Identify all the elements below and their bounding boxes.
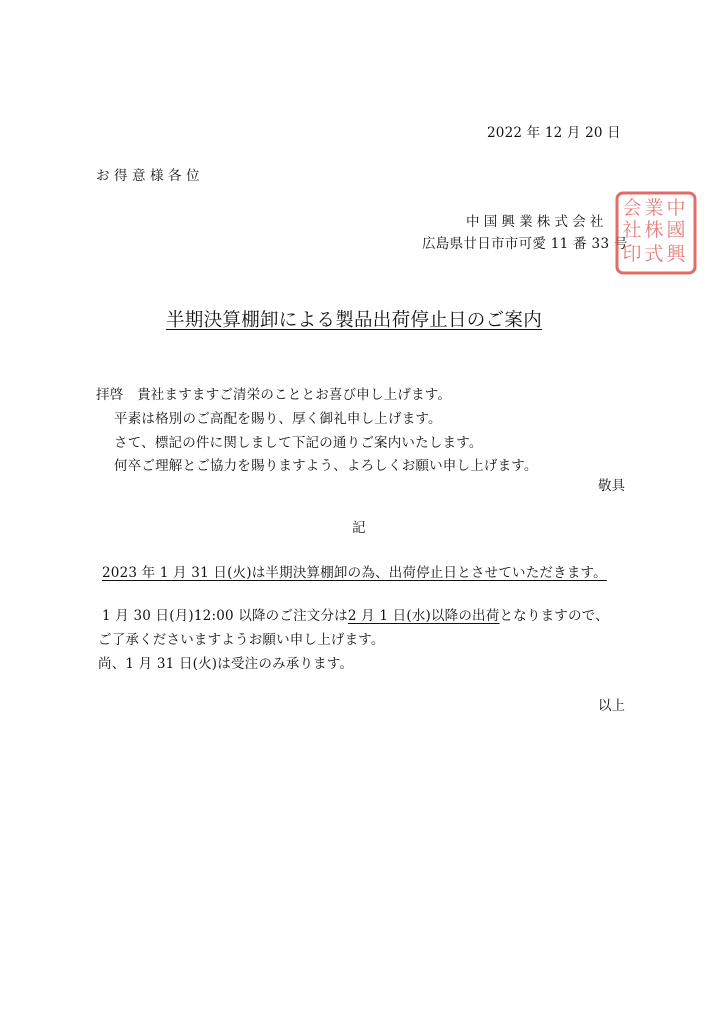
document-date: 2022 年 12 月 20 日	[487, 125, 621, 141]
greeting-line-4: 何卒ご理解とご協力を賜りますよう、よろしくお願い申し上げます。	[114, 458, 538, 474]
greeting-line-3: さて、標記の件に関しまして下記の通りご案内いたします。	[114, 435, 483, 451]
detail-line-1-post: となりますので、	[499, 608, 609, 624]
detail-line-1-pre: 1 月 30 日(月)12:00 以降のご注文分は	[102, 608, 348, 624]
svg-text:株: 株	[644, 219, 664, 241]
document-title: 半期決算棚卸による製品出荷停止日のご案内	[166, 310, 543, 331]
detail-line-3: 尚、1 月 31 日(火)は受注のみ承ります。	[98, 656, 354, 672]
svg-text:興: 興	[666, 243, 686, 265]
detail-line-1	[102, 604, 609, 624]
svg-text:印: 印	[622, 243, 642, 265]
greeting-line-1: 拝啓 貴社ますますご清栄のこととお喜び申し上げます。	[96, 387, 452, 403]
svg-text:会: 会	[622, 197, 642, 219]
ki-heading: 記	[352, 520, 366, 536]
svg-text:社: 社	[622, 219, 642, 241]
shipping-stop-notice: 2023 年 1 月 31 日(火)は半期決算棚卸の為、出荷停止日とさせていただきます。	[102, 565, 607, 581]
greeting-line-2: 平素は格別のご高配を賜り、厚く御礼申し上げます。	[114, 411, 442, 427]
detail-line-1-date: 2 月 1 日(水)以降の出荷	[347, 608, 500, 624]
detail-line-2: ご了承くださいますようお願い申し上げます。	[98, 632, 385, 648]
company-address: 広島県廿日市市可愛 11 番 33 号	[422, 236, 628, 252]
company-name: 中国興業株式会社	[466, 214, 608, 230]
svg-text:中: 中	[666, 197, 686, 219]
closing-keigu: 敬具	[598, 478, 625, 494]
svg-text:業: 業	[644, 197, 664, 219]
ending-ijo: 以上	[598, 698, 625, 714]
recipient-line: お得意様各位	[96, 168, 204, 184]
svg-text:式: 式	[644, 243, 664, 265]
svg-text:國: 國	[666, 219, 686, 241]
company-seal-stamp	[614, 190, 698, 276]
